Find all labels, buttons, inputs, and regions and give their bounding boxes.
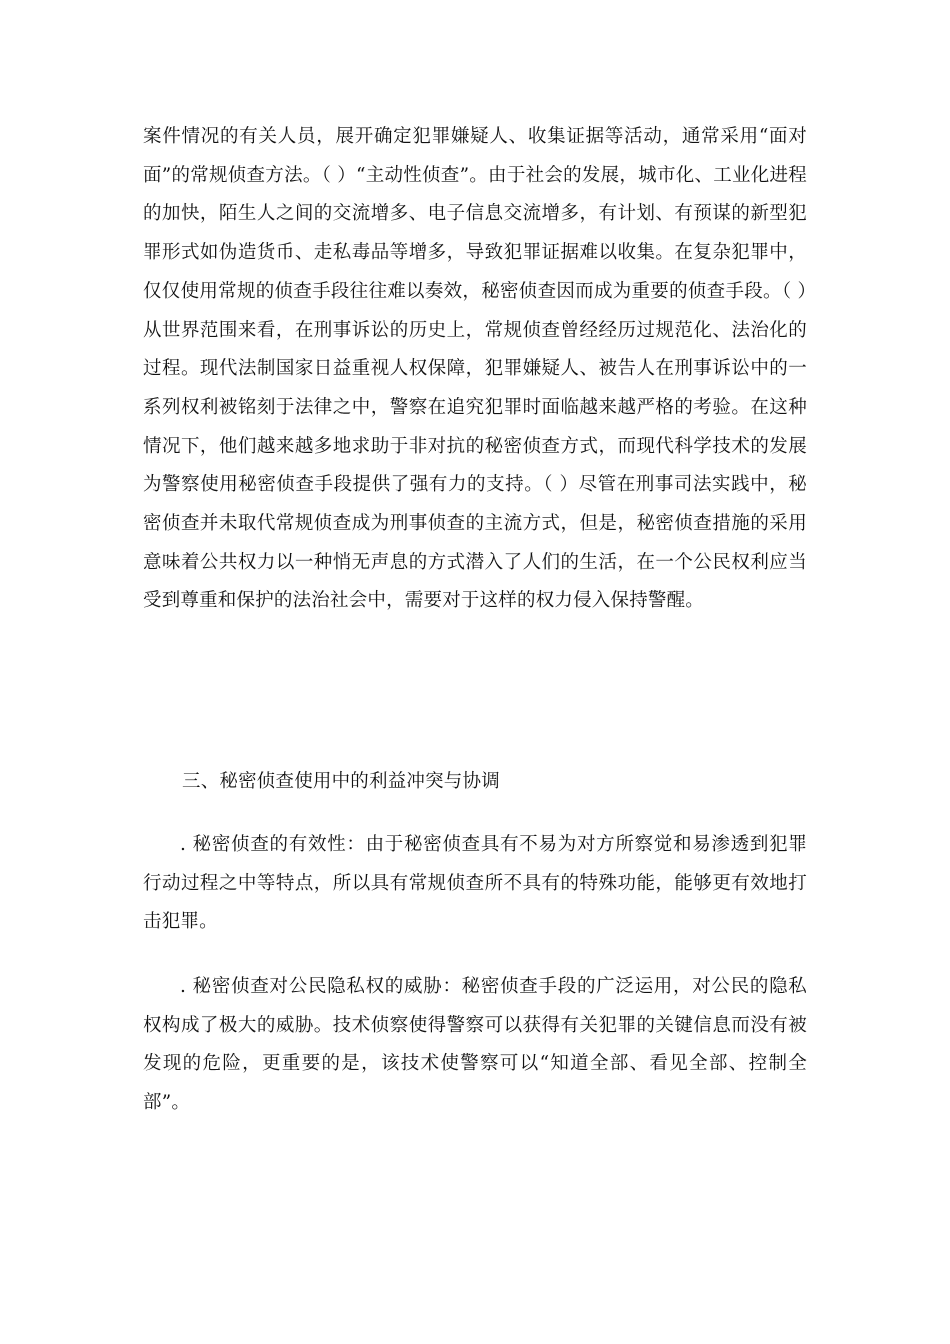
section-heading: 三、秘密侦查使用中的利益冲突与协调 [182, 771, 500, 792]
body-paragraph-3: . 秘密侦查对公民隐私权的威胁：秘密侦查手段的广泛运用，对公民的隐私权构成了极大的威胁。技术侦察使得警察可以获得有关犯罪的关键信息而没有被发现的危险，更重要的是，该技术使警察可以“知道全部、看见全部、控制全部”。 [143, 976, 807, 1114]
body-paragraph-1: 案件情况的有关人员，展开确定犯罪嫌疑人、收集证据等活动，通常采用“面对面”的常规侦查方法。（ ）“主动性侦查”。由于社会的发展，城市化、工业化进程的加快，陌生人之间的交流增多、电子信息交流增多，有计划、有预谋的新型犯罪形式如伪造货币、走私毒品等增多，导致犯罪证据难以收集。在复杂犯罪中，仅仅使用常规的侦查手段往往难以奏效，秘密侦查因而成为重要的侦查手段。（ ）从世界范围来看，在刑事诉讼的历史上，常规侦查曾经经历过规范化、法治化的过程。现代法制国家日益重视人权保障，犯罪嫌疑人、被告人在刑事诉讼中的一系列权利被铭刻于法律之中，警察在追究犯罪时面临越来越严格的考验。在这种情况下，他们越来越多地求助于非对抗的秘密侦查方式，而现代科学技术的发展为警察使用秘密侦查手段提供了强有力的支持。（ ）尽管在刑事司法实践中，秘密侦查并未取代常规侦查成为刑事侦查的主流方式，但是，秘密侦查措施的采用意味着公共权力以一种悄无声息的方式潜入了人们的生活，在一个公民权利应当受到尊重和保护的法治社会中，需要对于这样的权力侵入保持警醒。 [143, 126, 807, 612]
body-paragraph-2: . 秘密侦查的有效性：由于秘密侦查具有不易为对方所察觉和易渗透到犯罪行动过程之中等特点，所以具有常规侦查所不具有的特殊功能，能够更有效地打击犯罪。 [143, 834, 807, 933]
